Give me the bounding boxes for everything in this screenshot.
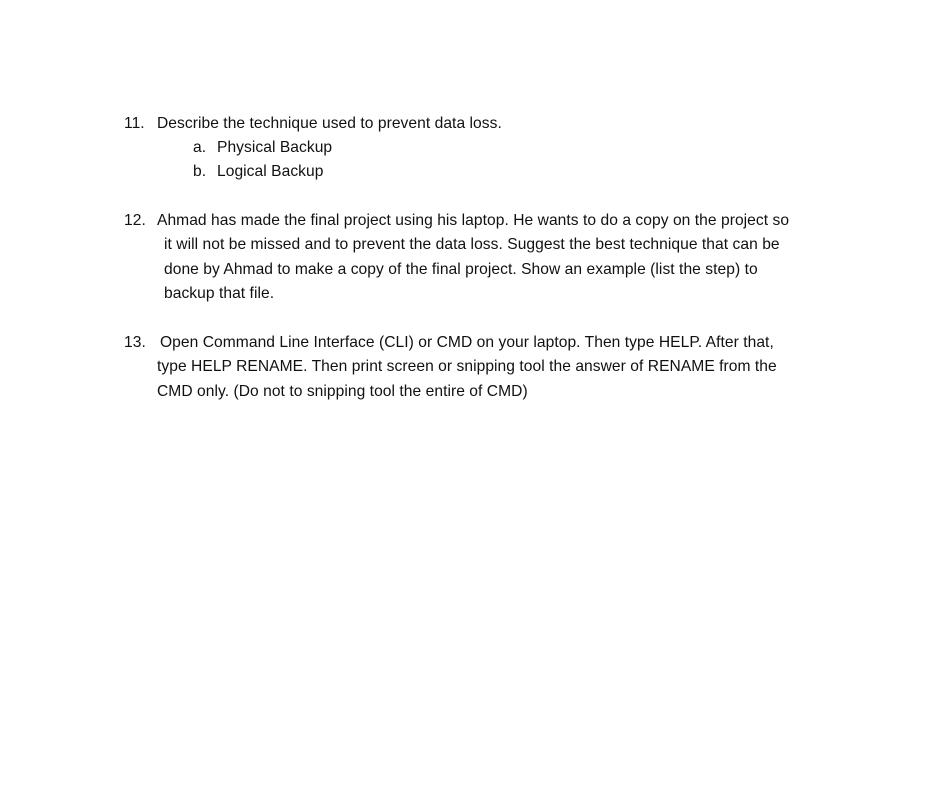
question-text-line: CMD only. (Do not to snipping tool the entire of CMD) — [157, 383, 528, 400]
option-marker: b. — [193, 163, 207, 180]
option-physical-backup: Physical Backup — [217, 139, 333, 156]
question-text-line: backup that file. — [164, 285, 275, 302]
question-number: 13. — [124, 334, 146, 351]
option-marker: a. — [193, 139, 207, 156]
question-text-line: done by Ahmad to make a copy of the final project. Show an example (list the step) to — [164, 261, 758, 278]
option-logical-backup: Logical Backup — [217, 163, 324, 180]
question-number: 12. — [124, 212, 146, 229]
question-number: 11. — [124, 115, 145, 132]
question-text: Describe the technique used to prevent data loss. — [157, 115, 502, 132]
question-text-line: type HELP RENAME. Then print screen or snipping tool the answer of RENAME from the — [157, 358, 777, 375]
question-text-line: Open Command Line Interface (CLI) or CMD on your laptop. Then type HELP. After that, — [160, 334, 774, 351]
question-text-line: Ahmad has made the final project using his laptop. He wants to do a copy on the project so — [157, 212, 790, 229]
question-text-line: it will not be missed and to prevent the data loss. Suggest the best technique that can be — [164, 236, 780, 253]
